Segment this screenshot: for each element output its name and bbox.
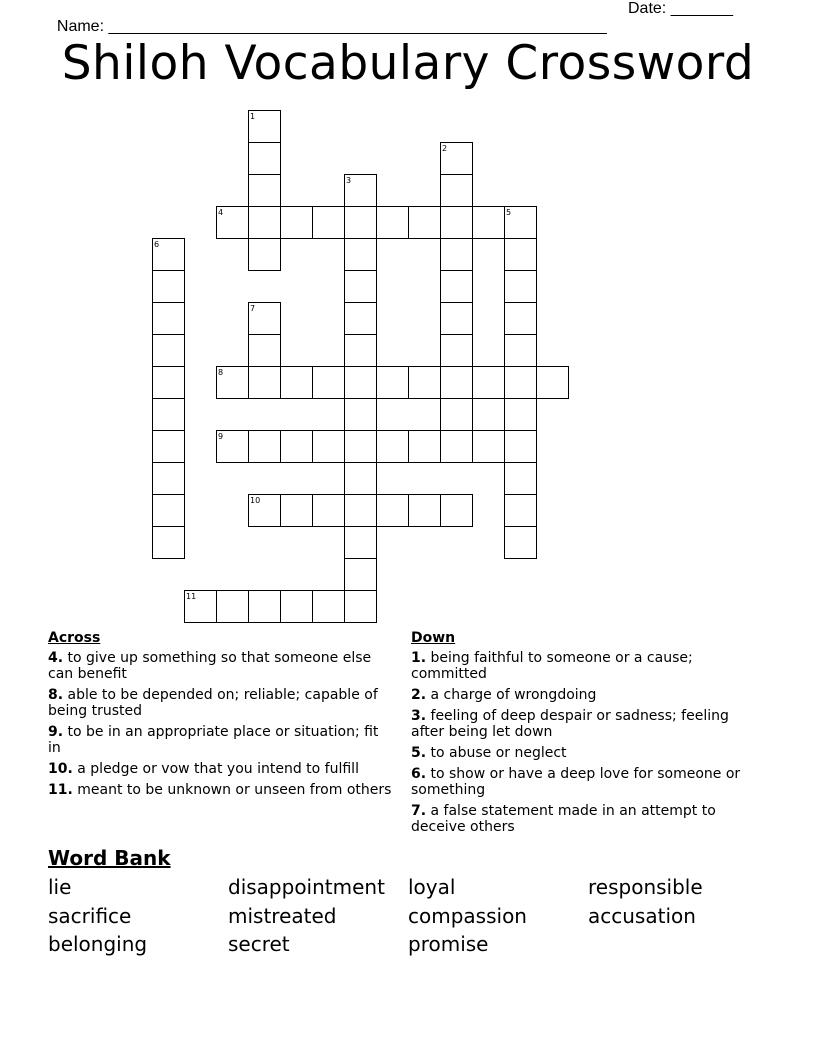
clue-number-label: 10. [48, 761, 73, 777]
page-title: Shiloh Vocabulary Crossword [61, 36, 755, 91]
grid-cell[interactable] [152, 238, 185, 271]
grid-cell[interactable] [344, 334, 377, 367]
grid-cell[interactable] [152, 526, 185, 559]
grid-cell[interactable] [440, 270, 473, 303]
down-clue [411, 708, 761, 740]
grid-cell[interactable] [280, 590, 313, 623]
grid-cell[interactable] [312, 494, 345, 527]
grid-cell[interactable] [440, 430, 473, 463]
word-bank-word: sacrifice [48, 903, 132, 928]
grid-cell[interactable] [152, 494, 185, 527]
clue-text: feeling of deep despair or sadness; feeling after being let down [411, 708, 729, 740]
grid-cell[interactable] [248, 494, 281, 527]
across-heading: Across [48, 630, 101, 646]
word-bank-word: compassion [408, 903, 527, 928]
grid-cell[interactable] [344, 494, 377, 527]
grid-cell[interactable] [152, 398, 185, 431]
grid-cell[interactable] [344, 590, 377, 623]
across-clue [48, 782, 393, 798]
grid-cell[interactable] [216, 366, 249, 399]
word-bank-word: lie [48, 875, 72, 899]
grid-cell[interactable] [344, 558, 377, 591]
clue-number-label: 6. [411, 766, 427, 782]
grid-cell[interactable] [280, 206, 313, 239]
grid-cell[interactable] [344, 206, 377, 239]
grid-cell[interactable] [408, 494, 441, 527]
across-clue [48, 687, 393, 719]
grid-cell[interactable] [440, 238, 473, 271]
grid-cell[interactable] [280, 366, 313, 399]
clue-text: to abuse or neglect [426, 745, 567, 761]
grid-cell[interactable] [504, 206, 537, 239]
grid-cell[interactable] [248, 142, 281, 175]
clue-number: 5 [506, 208, 512, 217]
grid-cell[interactable] [248, 366, 281, 399]
down-clue [411, 803, 761, 835]
grid-cell[interactable] [248, 430, 281, 463]
clue-number-label: 3. [411, 708, 427, 724]
date-field-label: Date: _______ [628, 0, 733, 17]
word-bank-word: belonging [48, 932, 148, 956]
grid-cell[interactable] [376, 366, 409, 399]
grid-cell[interactable] [344, 462, 377, 495]
clue-number: 11 [186, 592, 197, 601]
grid-cell[interactable] [344, 302, 377, 335]
clue-number-label: 5. [411, 745, 427, 761]
clue-number: 10 [250, 496, 261, 505]
word-bank-word: accusation [588, 903, 696, 928]
down-clue [411, 766, 761, 798]
clue-text: a charge of wrongdoing [426, 687, 597, 703]
grid-cell[interactable] [216, 206, 249, 239]
grid-cell[interactable] [344, 238, 377, 271]
grid-cell[interactable] [184, 590, 217, 623]
grid-cell[interactable] [504, 398, 537, 431]
clue-text: being faithful to someone or a cause; committed [411, 650, 693, 682]
clue-number-label: 11. [48, 782, 73, 798]
clue-number: 4 [218, 208, 224, 217]
clue-number: 3 [346, 176, 352, 185]
grid-cell[interactable] [248, 334, 281, 367]
grid-cell[interactable] [504, 526, 537, 559]
word-bank-word: secret [228, 932, 290, 956]
clue-text: meant to be unknown or unseen from others [72, 782, 392, 798]
grid-cell[interactable] [504, 334, 537, 367]
clue-number: 8 [218, 368, 224, 377]
grid-cell[interactable] [152, 430, 185, 463]
grid-cell[interactable] [344, 430, 377, 463]
grid-cell[interactable] [408, 366, 441, 399]
grid-cell[interactable] [216, 590, 249, 623]
grid-cell[interactable] [376, 494, 409, 527]
grid-cell[interactable] [504, 270, 537, 303]
grid-cell[interactable] [472, 430, 505, 463]
grid-cell[interactable] [248, 302, 281, 335]
word-bank-word: promise [408, 932, 489, 956]
grid-cell[interactable] [312, 590, 345, 623]
clue-number: 7 [250, 304, 256, 313]
grid-cell[interactable] [504, 462, 537, 495]
grid-cell[interactable] [440, 494, 473, 527]
grid-cell[interactable] [312, 206, 345, 239]
clue-number-label: 2. [411, 687, 427, 703]
grid-cell[interactable] [344, 174, 377, 207]
grid-cell[interactable] [344, 270, 377, 303]
clue-number-label: 9. [48, 724, 64, 740]
grid-cell[interactable] [504, 366, 537, 399]
down-heading: Down [411, 630, 456, 646]
across-clue [48, 761, 393, 777]
clue-number: 6 [154, 240, 160, 249]
grid-cell[interactable] [472, 366, 505, 399]
grid-cell[interactable] [440, 334, 473, 367]
word-bank-word: mistreated [228, 903, 337, 928]
grid-cell[interactable] [440, 302, 473, 335]
clue-text: to show or have a deep love for someone or something [411, 766, 741, 798]
grid-cell[interactable] [376, 430, 409, 463]
grid-cell[interactable] [440, 366, 473, 399]
grid-cell[interactable] [248, 110, 281, 143]
clue-number-label: 4. [48, 650, 64, 666]
clue-number: 1 [250, 112, 256, 121]
down-clue [411, 745, 761, 761]
grid-cell[interactable] [504, 238, 537, 271]
clue-number-label: 8. [48, 687, 64, 703]
grid-cell[interactable] [472, 206, 505, 239]
word-bank-title: Word Bank [48, 846, 171, 870]
grid-cell[interactable] [152, 334, 185, 367]
down-clues [411, 630, 761, 840]
word-bank-word: loyal [408, 875, 456, 899]
word-bank [48, 874, 768, 960]
clue-text: a false statement made in an attempt to deceive others [411, 803, 716, 835]
grid-cell[interactable] [216, 430, 249, 463]
clue-number-label: 1. [411, 650, 427, 666]
clue-text: to give up something so that someone else can benefit [48, 650, 372, 682]
clue-number-label: 7. [411, 803, 427, 819]
grid-cell[interactable] [536, 366, 569, 399]
grid-cell[interactable] [344, 526, 377, 559]
grid-cell[interactable] [440, 142, 473, 175]
grid-cell[interactable] [440, 174, 473, 207]
grid-cell[interactable] [280, 494, 313, 527]
grid-cell[interactable] [408, 430, 441, 463]
name-field-label: Name: ________________________________________________________ [56, 18, 607, 35]
grid-cell[interactable] [344, 366, 377, 399]
across-clue [48, 724, 393, 756]
down-clue [411, 687, 761, 703]
grid-cell[interactable] [312, 366, 345, 399]
clue-text: a pledge or vow that you intend to fulfill [72, 761, 359, 777]
grid-cell[interactable] [152, 366, 185, 399]
clue-number: 2 [442, 144, 448, 153]
grid-cell[interactable] [504, 302, 537, 335]
grid-cell[interactable] [280, 430, 313, 463]
clue-text: to be in an appropriate place or situation; fit in [48, 724, 379, 756]
across-clues [48, 630, 393, 803]
grid-cell[interactable] [312, 430, 345, 463]
grid-cell[interactable] [248, 238, 281, 271]
grid-cell[interactable] [504, 494, 537, 527]
grid-cell[interactable] [408, 206, 441, 239]
grid-cell[interactable] [248, 206, 281, 239]
grid-cell[interactable] [440, 398, 473, 431]
grid-cell[interactable] [152, 462, 185, 495]
grid-cell[interactable] [152, 302, 185, 335]
word-bank-word: responsible [588, 875, 703, 899]
grid-cell[interactable] [440, 206, 473, 239]
grid-cell[interactable] [152, 270, 185, 303]
across-clue [48, 650, 393, 682]
grid-cell[interactable] [248, 174, 281, 207]
grid-cell[interactable] [344, 398, 377, 431]
down-clue [411, 650, 761, 682]
grid-cell[interactable] [504, 430, 537, 463]
clue-number: 9 [218, 432, 224, 441]
clue-text: able to be depended on; reliable; capable of being trusted [48, 687, 378, 719]
grid-cell[interactable] [376, 206, 409, 239]
grid-cell[interactable] [248, 590, 281, 623]
word-bank-word: disappointment [228, 875, 385, 899]
